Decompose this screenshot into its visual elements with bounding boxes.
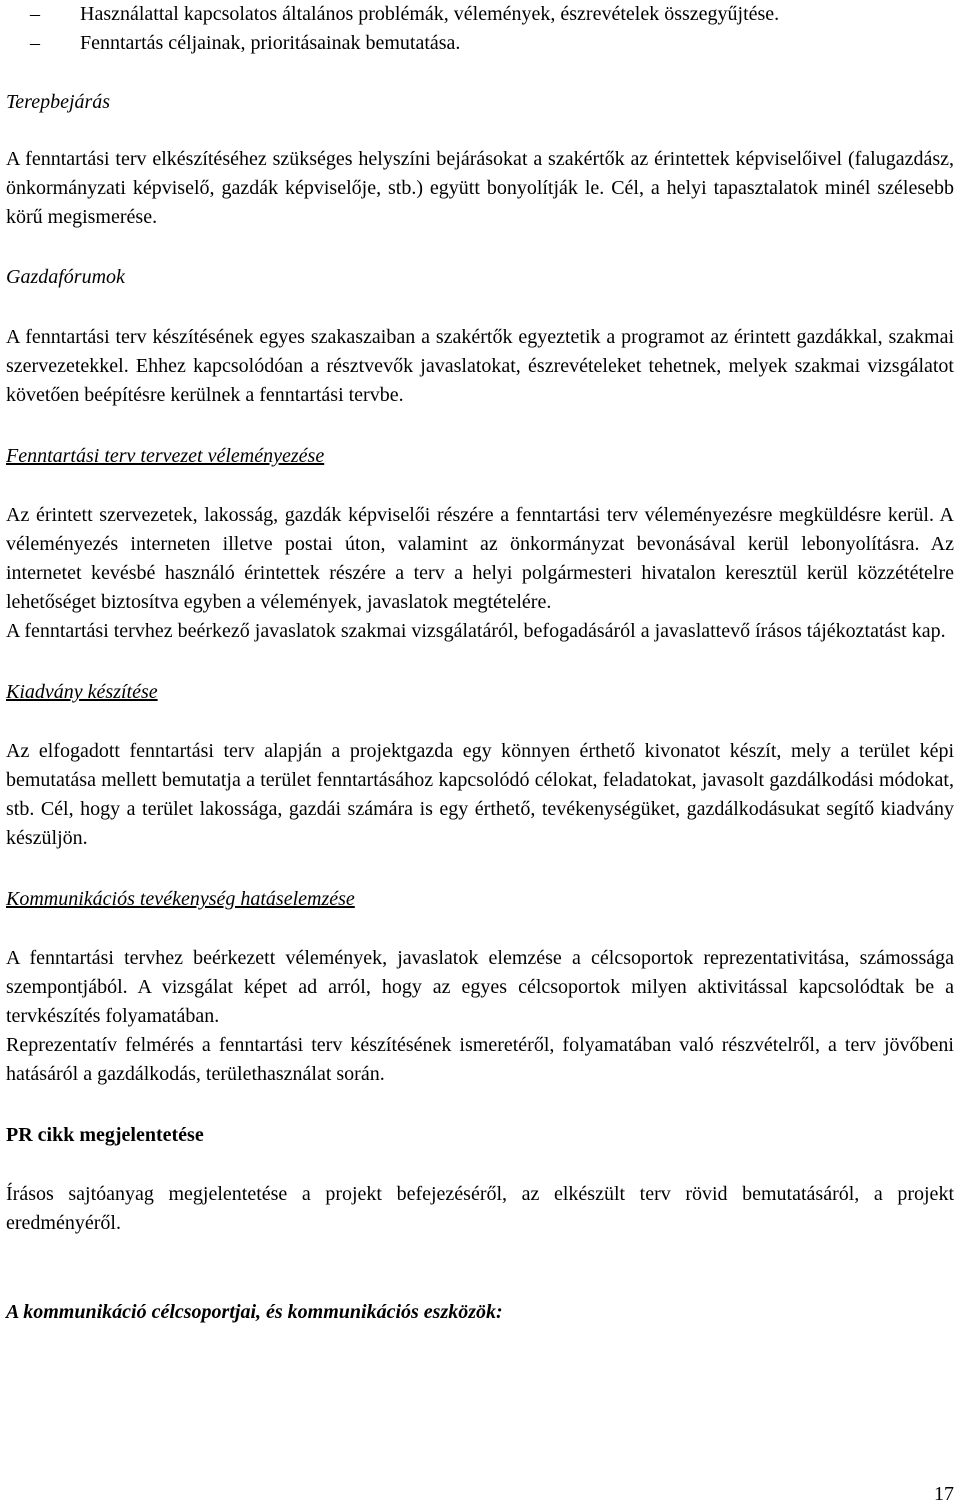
section-heading-celcsoportok: A kommunikáció célcsoportjai, és kommunikációs eszközök: [6,1301,503,1323]
paragraph: Az érintett szervezetek, lakosság, gazdák képviselői részére a fenntartási terv véleményezésre megküldésre kerül. A véleményezés interneten illetve postai úton, valamint az önkormányzat bevonásával kerül lebonyolításra. Az internetet kevésbé használó érintettek részére a terv a helyi polgármesteri hivatalon keresztül kerül közzétételre lehetőséget biztosítva egyben a vélemények, javaslatok megtételére. [6,504,954,613]
page-number: 17 [934,1483,954,1505]
dash-bullet: – [30,3,40,25]
paragraph: Az elfogadott fenntartási terv alapján a projektgazda egy könnyen érthető kivonatot készít, mely a terület képi bemutatása mellett bemutatja a terület fenntartásához kapcsolódó célokat, feladatokat, javasolt gazdálkodási módokat, stb. Cél, hogy a terület lakossága, gazdái számára is egy érthető, tevékenységüket, gazdálkodásukat segítő kiadvány készüljön. [6,740,954,849]
section-heading-hataselemzes: Kommunikációs tevékenység hatáselemzése [6,888,355,910]
section-heading-gazdaforumok: Gazdafórumok [6,266,125,288]
list-item: – Fenntartás céljainak, prioritásainak bemutatása. [6,29,954,58]
paragraph: A fenntartási terv elkészítéséhez szükséges helyszíni bejárásokat a szakértők az érintettek képviselőivel (falugazdász, önkormányzati képviselő, gazdák képviselője, stb.) együtt bonyolítják le. Cél, a helyi tapasztalatok minél szélesebb körű megismerése. [6,148,954,228]
paragraph: Reprezentatív felmérés a fenntartási terv készítésének ismeretéről, folyamatában való részvételről, a terv jövőbeni hatásáról a gazdálkodás, területhasználat során. [6,1034,954,1085]
list-item: – Használattal kapcsolatos általános problémák, vélemények, észrevételek összegyűjtése. [6,0,954,29]
section-heading-velemenyezes: Fenntartási terv tervezet véleményezése [6,445,325,467]
section-heading-terepbejaras: Terepbejárás [6,91,111,113]
paragraph: Írásos sajtóanyag megjelentetése a projekt befejezéséről, az elkészült terv rövid bemutatásáról, a projekt eredményéről. [6,1183,954,1234]
dash-bullet: – [30,32,40,54]
document-page [6,0,954,1327]
section-heading-kiadvany: Kiadvány készítése [6,681,158,703]
bullet-list [6,0,954,58]
paragraph: A fenntartási terv készítésének egyes szakaszaiban a szakértők egyeztetik a programot az érintett gazdákkal, szakmai szervezetekkel. Ehhez kapcsolódóan a résztvevők javaslatokat, észrevételeket tehetnek, melyek szakmai vizsgálatot követően beépítésre kerülnek a fenntartási tervbe. [6,326,954,406]
section-heading-pr: PR cikk megjelentetése [6,1124,204,1146]
paragraph: A fenntartási tervhez beérkező javaslatok szakmai vizsgálatáról, befogadásáról a javaslattevő írásos tájékoztatást kap. [6,620,946,642]
paragraph: A fenntartási tervhez beérkezett vélemények, javaslatok elemzése a célcsoportok reprezentativitása, számossága szempontjából. A vizsgálat képet ad arról, hogy az egyes célcsoportok milyen aktivitással kapcsolódtak be a tervkészítés folyamatában. [6,947,954,1027]
